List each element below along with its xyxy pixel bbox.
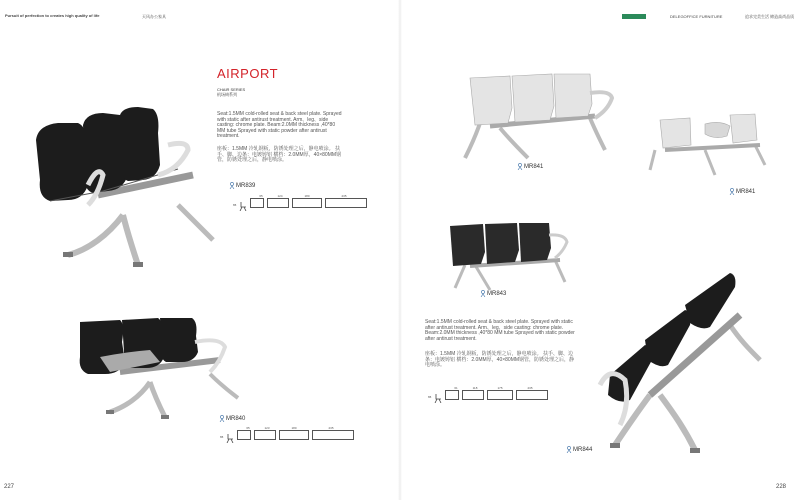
page-number-right: 228	[776, 484, 787, 490]
dim-label: 61	[454, 386, 458, 390]
model-label-mr843	[480, 290, 506, 297]
front-view-1-seat	[250, 198, 264, 208]
series-en: CHAIR SERIES	[217, 87, 246, 92]
dim-label: 175	[497, 386, 503, 390]
model-code: MR839	[236, 182, 256, 189]
model-label-mr841	[517, 163, 543, 170]
chair-outline-icon	[229, 182, 235, 189]
left-tagline: Pursuit of perfection to creates high quality of life	[5, 13, 100, 18]
spec-description-en: Seat:1.5MM cold-rolled seat & back steel plate. Sprayed with static after antirust treatment. Arm、leg、side casting: chrome plate. Beam:2.0MM thickness ,40*80 MM tube Sprayed with static powder after antirust treatment.	[217, 111, 342, 140]
page-number-left: 227	[4, 484, 15, 490]
dimension-drawings-2	[220, 426, 354, 440]
dim-label: 180	[291, 426, 297, 430]
chair-outline-icon	[729, 188, 735, 195]
spec-description-cn: 座板：1.5MM 冷轧钢板，防锈处理之后，静电喷涂。 扶手、脚、边条：电镀铸铝 横档：2.0MM厚，40×80MM钢管，防锈处理之后，静电喷涂。	[217, 146, 342, 164]
right-brand: DELEGOFFICE FURNITURE	[670, 14, 723, 19]
dimension-drawings-1	[233, 194, 367, 208]
page-title: AIRPORT	[217, 66, 279, 81]
dim-label: 65	[233, 203, 237, 207]
side-profile-icon	[434, 390, 442, 400]
chair-mr843-image	[445, 220, 575, 295]
front-view-4-seat	[312, 430, 354, 440]
model-label-mr844	[566, 446, 592, 453]
front-view-1-seat	[237, 430, 251, 440]
chair-mr841-table-image	[645, 110, 775, 185]
series-label	[217, 87, 245, 97]
chair-outline-icon	[219, 415, 225, 422]
chair-mr841-image	[460, 68, 620, 168]
front-view-1-seat	[445, 390, 459, 400]
dim-label: 124	[277, 194, 283, 198]
model-code: MR841	[524, 163, 544, 170]
front-view-4-seat	[516, 390, 548, 400]
chair-outline-icon	[517, 163, 523, 170]
series-cn: 机场椅系列	[217, 92, 237, 97]
front-view-2-seat	[254, 430, 276, 440]
front-view-4-seat	[325, 198, 367, 208]
model-code: MR841	[736, 188, 756, 195]
dimension-drawings-3	[428, 386, 548, 400]
chair-mr839-image	[28, 105, 218, 275]
dim-label: 65	[428, 395, 432, 399]
chair-outline-icon	[480, 290, 486, 297]
dim-label: 65	[259, 194, 263, 198]
page-fold	[398, 0, 402, 500]
front-view-3-seat	[279, 430, 309, 440]
model-label-mr840	[219, 415, 245, 422]
front-view-3-seat	[292, 198, 322, 208]
dim-label: 118	[472, 386, 478, 390]
dim-label: 235	[527, 386, 533, 390]
dim-label: 235	[328, 426, 334, 430]
brand-logo-icon	[622, 14, 646, 19]
left-brand: 天风办公家具	[142, 14, 166, 19]
model-label-mr839	[229, 182, 255, 189]
model-code: MR843	[487, 290, 507, 297]
chair-mr840-image	[70, 312, 250, 422]
model-code: MR844	[573, 446, 593, 453]
model-code: MR840	[226, 415, 246, 422]
dim-label: 65	[220, 435, 224, 439]
front-view-3-seat	[487, 390, 513, 400]
chair-mr844-image	[590, 265, 770, 460]
front-view-2-seat	[267, 198, 289, 208]
dim-label: 235	[341, 194, 347, 198]
chair-outline-icon	[566, 446, 572, 453]
model-label-mr841-alt	[729, 188, 755, 195]
dim-label: 65	[246, 426, 250, 430]
dim-label: 123	[264, 426, 270, 430]
spec-description-en-right: Seat:1.5MM cold-rolled seat & back steel plate. Sprayed with static after antirust treatment. Arm、leg、side casting: chrome plate. Beam:2.0MM thickness ,40*80 MM tube Sprayed with static powder after antirust treatment.	[425, 319, 575, 342]
dim-label: 180	[304, 194, 310, 198]
right-slogan: 追求完美生活 缔造高尚品质	[745, 14, 795, 19]
side-profile-icon	[239, 198, 247, 208]
spec-description-cn-right: 座板：1.5MM 冷轧钢板，防锈处理之后，静电喷涂。 扶手、脚、边条：电镀铸铝 横档：2.0MM厚，40×80MM钢管，防锈处理之后，静电喷涂。	[425, 351, 575, 369]
side-profile-icon	[226, 430, 234, 440]
front-view-2-seat	[462, 390, 484, 400]
